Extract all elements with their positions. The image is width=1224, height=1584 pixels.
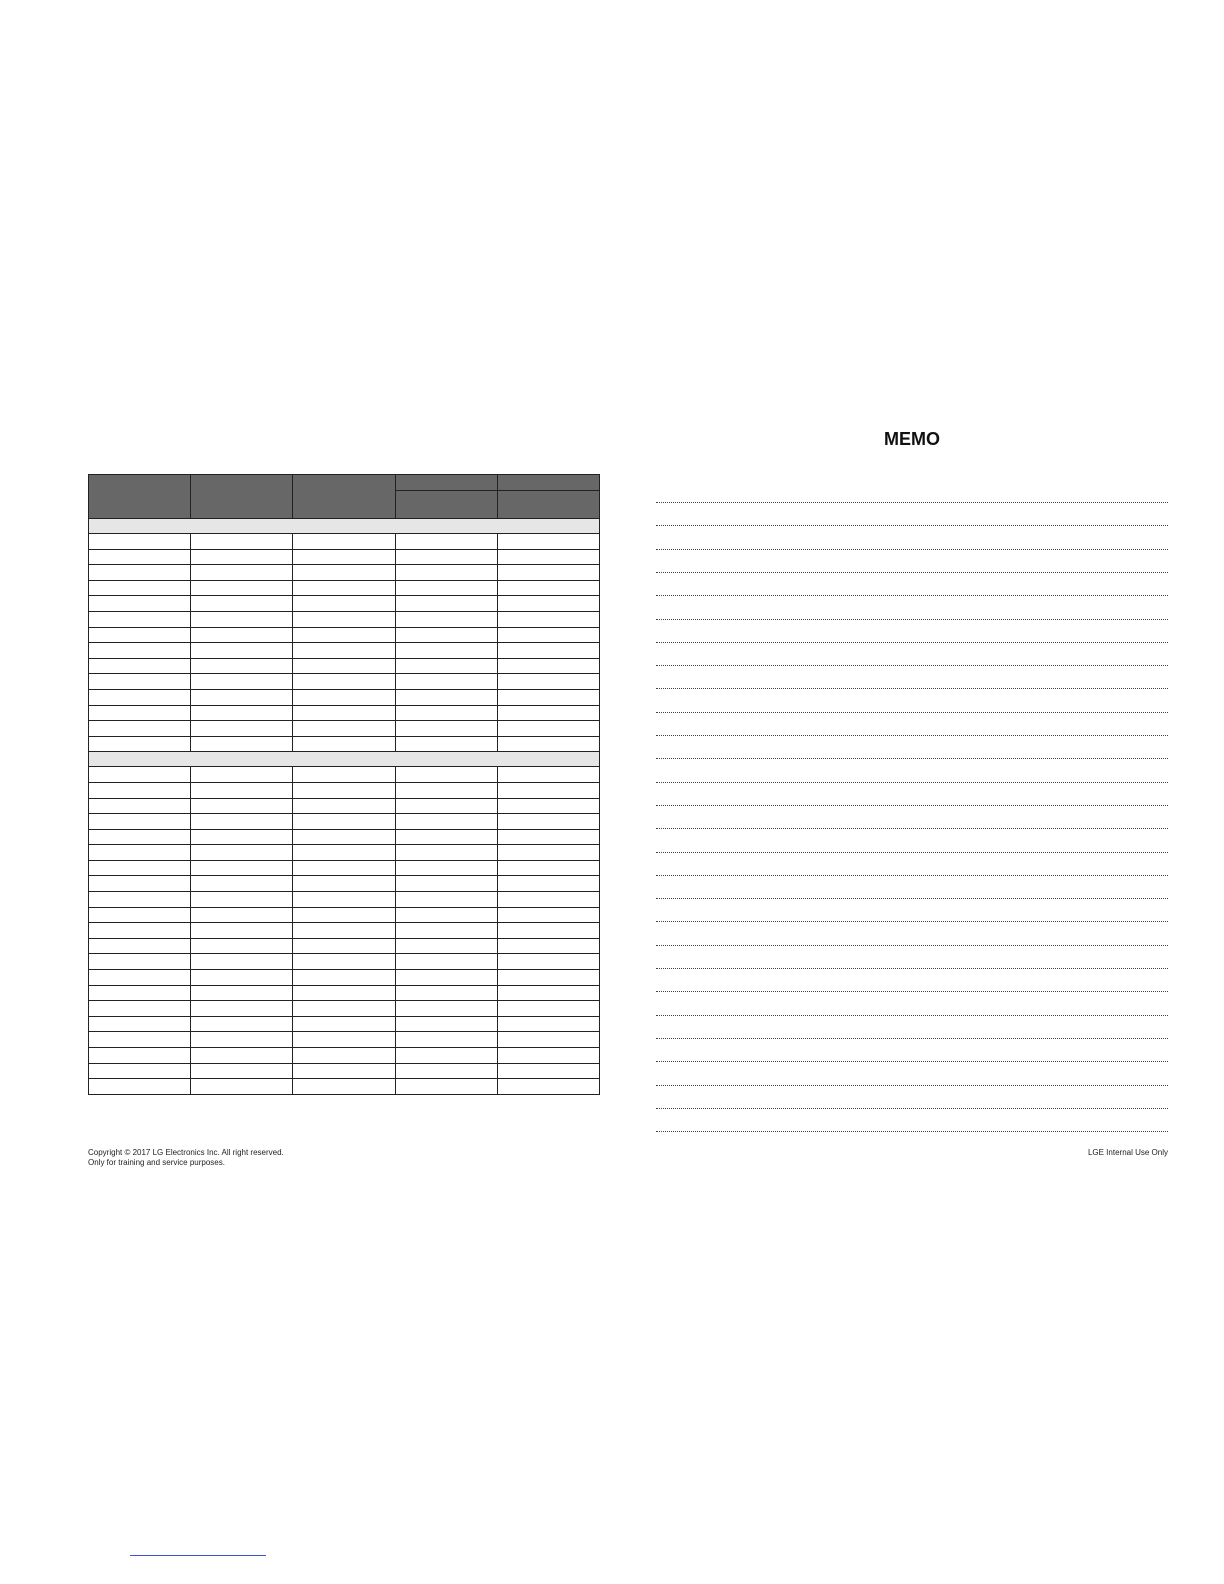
section-cell [89, 752, 600, 767]
memo-line [656, 712, 1168, 713]
table-cell [89, 1048, 191, 1064]
table-cell [191, 689, 293, 705]
table-cell [395, 907, 497, 923]
table-cell [293, 534, 395, 550]
table-cell [395, 814, 497, 830]
table-cell [89, 829, 191, 845]
table-cell [191, 549, 293, 565]
table-cell [89, 736, 191, 752]
memo-line [656, 921, 1168, 922]
table-cell [191, 767, 293, 783]
table-cell [89, 938, 191, 954]
table-cell [191, 643, 293, 659]
memo-title: MEMO [884, 429, 940, 449]
section-row [89, 752, 600, 767]
memo-line [656, 549, 1168, 550]
table-row [89, 954, 600, 970]
table-header [89, 475, 600, 519]
table-cell [293, 892, 395, 908]
table-cell [395, 658, 497, 674]
table-row [89, 938, 600, 954]
table-cell [293, 549, 395, 565]
header-cell [191, 475, 293, 519]
table-row [89, 907, 600, 923]
table-row [89, 580, 600, 596]
table-row [89, 658, 600, 674]
table-cell [191, 1079, 293, 1095]
table-cell [497, 658, 599, 674]
table-cell [191, 658, 293, 674]
table-cell [191, 814, 293, 830]
table-cell [293, 798, 395, 814]
table-row [89, 1079, 600, 1095]
table-cell [293, 627, 395, 643]
table-cell [293, 689, 395, 705]
table-cell [191, 876, 293, 892]
memo-line [656, 1038, 1168, 1039]
memo-line [656, 898, 1168, 899]
table-cell [293, 814, 395, 830]
table-row [89, 689, 600, 705]
table-cell [395, 954, 497, 970]
table-cell [497, 643, 599, 659]
table-cell [293, 954, 395, 970]
table-cell [497, 798, 599, 814]
table-cell [191, 798, 293, 814]
table-cell [395, 596, 497, 612]
table-cell [293, 611, 395, 627]
table-cell [89, 782, 191, 798]
table-cell [191, 970, 293, 986]
table-cell [293, 970, 395, 986]
memo-line [656, 525, 1168, 526]
table-cell [293, 907, 395, 923]
table-row [89, 829, 600, 845]
table-cell [191, 534, 293, 550]
table-cell [497, 860, 599, 876]
table-cell [89, 1001, 191, 1017]
table-cell [191, 674, 293, 690]
memo-line [656, 1131, 1168, 1132]
table-cell [89, 596, 191, 612]
table-cell [89, 611, 191, 627]
memo-line [656, 595, 1168, 596]
table-cell [89, 923, 191, 939]
table-cell [191, 860, 293, 876]
table-cell [395, 1001, 497, 1017]
table-cell [89, 534, 191, 550]
table-cell [293, 705, 395, 721]
table-cell [89, 954, 191, 970]
table-cell [395, 892, 497, 908]
table-row [89, 1063, 600, 1079]
section-cell [89, 519, 600, 534]
table-cell [497, 721, 599, 737]
table-cell [395, 970, 497, 986]
memo-line [656, 572, 1168, 573]
table-cell [497, 938, 599, 954]
table-row [89, 1032, 600, 1048]
table-cell [89, 860, 191, 876]
table-cell [191, 985, 293, 1001]
table-cell [497, 1001, 599, 1017]
table-cell [89, 907, 191, 923]
memo-line [656, 945, 1168, 946]
table-cell [191, 845, 293, 861]
table-cell [89, 658, 191, 674]
table-cell [89, 549, 191, 565]
table-cell [395, 985, 497, 1001]
section-row [89, 519, 600, 534]
table-row [89, 782, 600, 798]
table-header-row-1 [89, 475, 600, 491]
table-cell [191, 954, 293, 970]
table-cell [395, 705, 497, 721]
table-cell [293, 596, 395, 612]
table-cell [89, 876, 191, 892]
table-cell [497, 534, 599, 550]
table-cell [293, 1001, 395, 1017]
table-cell [293, 767, 395, 783]
table-cell [293, 643, 395, 659]
memo-line [656, 852, 1168, 853]
table-cell [293, 565, 395, 581]
table-row [89, 860, 600, 876]
table-row [89, 876, 600, 892]
table-cell [293, 829, 395, 845]
table-cell [191, 1016, 293, 1032]
memo-line [656, 1015, 1168, 1016]
table-cell [497, 923, 599, 939]
header-cell [395, 475, 497, 491]
table-cell [89, 798, 191, 814]
header-cell [89, 475, 191, 519]
memo-line [656, 758, 1168, 759]
table-cell [497, 1016, 599, 1032]
table-cell [191, 1048, 293, 1064]
table-cell [395, 767, 497, 783]
table-cell [497, 845, 599, 861]
table-cell [293, 674, 395, 690]
table-cell [191, 611, 293, 627]
table-cell [293, 1048, 395, 1064]
table-row [89, 923, 600, 939]
memo-line [656, 642, 1168, 643]
table-row [89, 798, 600, 814]
table-cell [497, 782, 599, 798]
table-cell [395, 721, 497, 737]
table-cell [497, 1063, 599, 1079]
table-row [89, 985, 600, 1001]
table-cell [293, 658, 395, 674]
table-cell [191, 627, 293, 643]
header-cell [497, 475, 599, 491]
table-row [89, 814, 600, 830]
table-cell [293, 845, 395, 861]
table-cell [89, 1032, 191, 1048]
table-cell [191, 938, 293, 954]
memo-line [656, 875, 1168, 876]
table-cell [395, 829, 497, 845]
table-cell [89, 985, 191, 1001]
table-row [89, 721, 600, 737]
table-cell [497, 1079, 599, 1095]
memo-line [656, 619, 1168, 620]
table-cell [293, 923, 395, 939]
table-cell [191, 1001, 293, 1017]
table-cell [191, 596, 293, 612]
table-cell [497, 985, 599, 1001]
table-cell [395, 1063, 497, 1079]
table-row [89, 643, 600, 659]
table-cell [395, 736, 497, 752]
table-cell [497, 705, 599, 721]
table-row [89, 611, 600, 627]
table-cell [293, 1063, 395, 1079]
table-row [89, 736, 600, 752]
internal-use-label: LGE Internal Use Only [1087, 1148, 1168, 1157]
table-cell [191, 705, 293, 721]
table-cell [89, 1016, 191, 1032]
table-cell [89, 705, 191, 721]
table-cell [89, 892, 191, 908]
table-row [89, 674, 600, 690]
table-cell [191, 907, 293, 923]
table-cell [395, 876, 497, 892]
table-cell [497, 1032, 599, 1048]
table-cell [497, 580, 599, 596]
table-cell [497, 767, 599, 783]
table-cell [395, 549, 497, 565]
table-cell [191, 736, 293, 752]
table-cell [89, 721, 191, 737]
table-cell [395, 798, 497, 814]
table-cell [293, 782, 395, 798]
table-cell [89, 814, 191, 830]
table-cell [395, 1079, 497, 1095]
link-underline[interactable] [130, 1555, 266, 1556]
memo-line [656, 828, 1168, 829]
table-cell [191, 580, 293, 596]
table-cell [293, 736, 395, 752]
memo-line [656, 665, 1168, 666]
table-cell [89, 970, 191, 986]
table-cell [89, 580, 191, 596]
table-cell [497, 736, 599, 752]
memo-line [656, 735, 1168, 736]
memo-line [656, 502, 1168, 503]
table-cell [191, 565, 293, 581]
table-cell [191, 1032, 293, 1048]
table-cell [89, 767, 191, 783]
table-cell [497, 876, 599, 892]
table-cell [293, 1016, 395, 1032]
table-row [89, 534, 600, 550]
table-cell [497, 814, 599, 830]
table-cell [395, 580, 497, 596]
table-cell [395, 627, 497, 643]
table-cell [497, 627, 599, 643]
table-cell [89, 565, 191, 581]
table-cell [293, 1079, 395, 1095]
table-cell [191, 892, 293, 908]
memo-line [656, 1061, 1168, 1062]
table-row [89, 767, 600, 783]
table-row [89, 892, 600, 908]
table-cell [497, 907, 599, 923]
table-cell [293, 1032, 395, 1048]
table-cell [293, 860, 395, 876]
table-cell [395, 1032, 497, 1048]
memo-line [656, 1108, 1168, 1109]
table-cell [497, 892, 599, 908]
table-cell [395, 565, 497, 581]
table-cell [89, 1063, 191, 1079]
memo-line [656, 805, 1168, 806]
table-cell [497, 565, 599, 581]
table-row [89, 596, 600, 612]
table-cell [89, 627, 191, 643]
table-cell [395, 1048, 497, 1064]
table-cell [191, 721, 293, 737]
table-cell [395, 923, 497, 939]
table-cell [497, 596, 599, 612]
table-cell [497, 1048, 599, 1064]
table-cell [497, 611, 599, 627]
table-cell [395, 689, 497, 705]
table-row [89, 565, 600, 581]
memo-line [656, 1085, 1168, 1086]
table-cell [497, 970, 599, 986]
table-cell [293, 985, 395, 1001]
table-cell [293, 580, 395, 596]
table-cell [497, 674, 599, 690]
table-cell [395, 1016, 497, 1032]
table-cell [191, 923, 293, 939]
memo-line [656, 782, 1168, 783]
table-cell [395, 611, 497, 627]
table-row [89, 970, 600, 986]
table-cell [395, 643, 497, 659]
table-cell [395, 938, 497, 954]
spec-table-container [88, 474, 600, 1095]
table-cell [497, 549, 599, 565]
table-cell [191, 782, 293, 798]
table-cell [497, 689, 599, 705]
table-body [89, 519, 600, 1095]
memo-line [656, 991, 1168, 992]
header-cell [293, 475, 395, 519]
table-cell [89, 643, 191, 659]
table-row [89, 1001, 600, 1017]
table-row [89, 549, 600, 565]
table-row [89, 627, 600, 643]
table-cell [395, 860, 497, 876]
header-cell [395, 491, 497, 519]
table-cell [395, 534, 497, 550]
table-cell [395, 782, 497, 798]
table-cell [497, 954, 599, 970]
table-row [89, 705, 600, 721]
purpose-text: Only for training and service purposes. [88, 1158, 225, 1167]
header-cell [497, 491, 599, 519]
table-cell [293, 938, 395, 954]
table-cell [497, 829, 599, 845]
memo-line [656, 968, 1168, 969]
table-row [89, 845, 600, 861]
copyright-text: Copyright © 2017 LG Electronics Inc. All right reserved. [88, 1148, 284, 1157]
table-cell [89, 674, 191, 690]
table-cell [293, 876, 395, 892]
table-cell [395, 845, 497, 861]
table-cell [89, 689, 191, 705]
table-cell [89, 845, 191, 861]
table-cell [191, 829, 293, 845]
memo-line [656, 688, 1168, 689]
spec-table [88, 474, 600, 1095]
footer-left [88, 1148, 284, 1168]
table-row [89, 1016, 600, 1032]
table-cell [191, 1063, 293, 1079]
table-cell [89, 1079, 191, 1095]
table-cell [293, 721, 395, 737]
table-row [89, 1048, 600, 1064]
table-cell [395, 674, 497, 690]
